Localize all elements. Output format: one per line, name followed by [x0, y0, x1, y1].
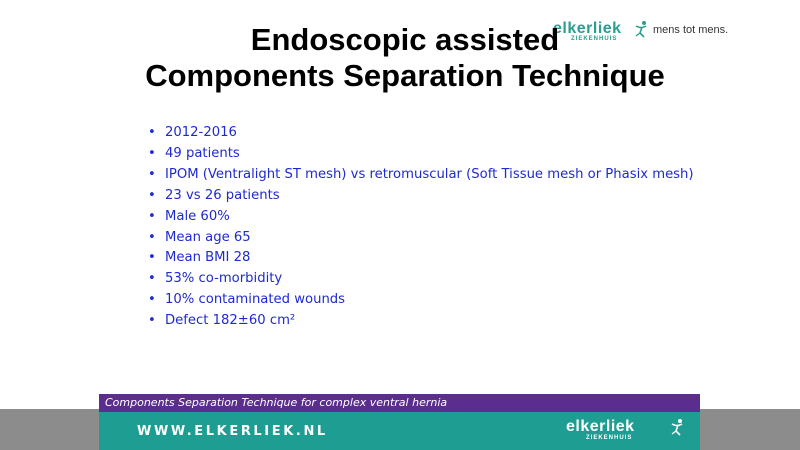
slide-title	[0, 22, 800, 94]
slogan: mens tot mens.	[653, 24, 729, 36]
bullet-item: • 53% co-morbidity	[146, 269, 694, 290]
slide-title-line-2: Components Separation Technique	[145, 58, 665, 93]
bullet-item: • Mean BMI 28	[146, 248, 694, 269]
bullet-item: • 23 vs 26 patients	[146, 186, 694, 207]
slide-title-line-1: Endoscopic assisted	[250, 22, 560, 57]
bullet-item: • Defect 182±60 cm²	[146, 311, 694, 332]
footer-logo-subtitle: ZIEKENHUIS	[586, 435, 633, 441]
footer-banner-text: Components Separation Technique for complex ventral hernia	[105, 396, 448, 409]
bullet-item: • 10% contaminated wounds	[146, 290, 694, 311]
bullet-item: • Male 60%	[146, 207, 694, 228]
footer-url-link[interactable]: WWW.ELKERLIEK.NL	[137, 424, 328, 439]
bullet-item: • 2012-2016	[146, 123, 694, 144]
bullet-list	[146, 123, 694, 332]
footer-banner	[99, 394, 700, 412]
bullet-item: • IPOM (Ventralight ST mesh) vs retromuscular (Soft Tissue mesh or Phasix mesh)	[146, 165, 694, 186]
bullet-item: • Mean age 65	[146, 228, 694, 249]
bullet-item: • 49 patients	[146, 144, 694, 165]
logo-wordmark: elkerliek	[553, 20, 622, 37]
logo-subtitle: ZIEKENHUIS	[571, 36, 618, 42]
figure-logo-icon	[669, 418, 685, 436]
footer-bar	[99, 412, 700, 450]
footer-logo-wordmark: elkerliek	[566, 418, 635, 435]
